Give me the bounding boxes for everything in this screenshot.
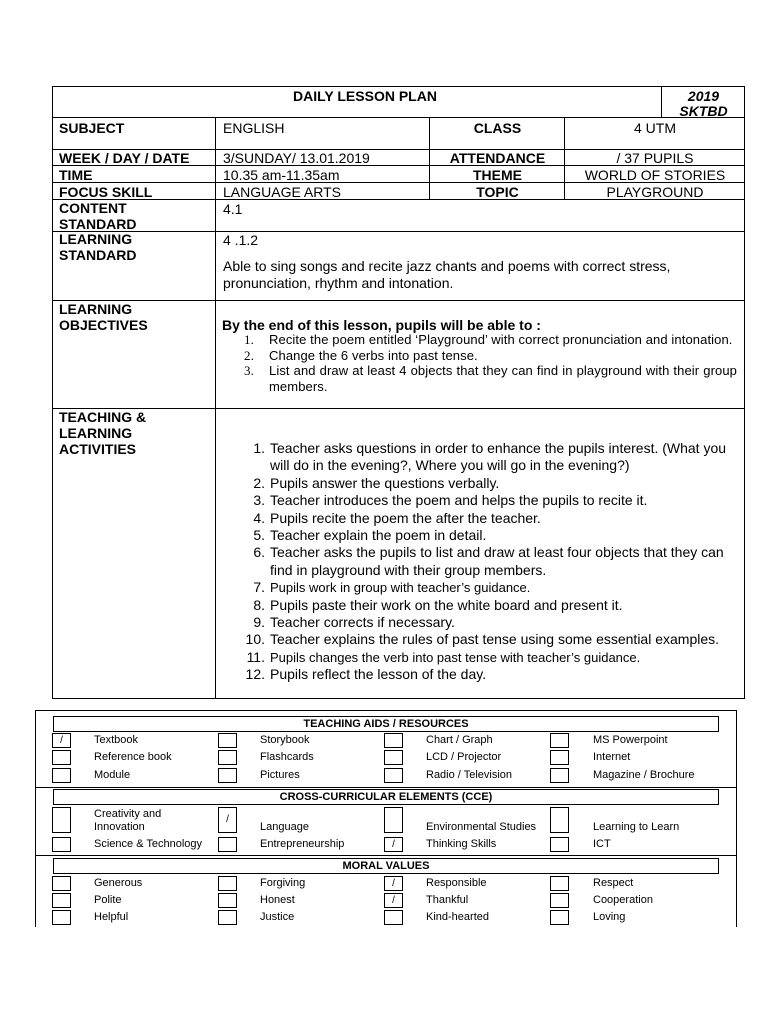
checkbox-science-technology[interactable] xyxy=(52,837,71,852)
learning-standard-code: 4 .1.2 xyxy=(223,232,259,248)
moral-label: Honest xyxy=(260,894,295,906)
objective-text: List and draw at least 4 objects that they can find in playground with their group members. xyxy=(269,363,737,394)
learning-objectives-label-line: OBJECTIVES xyxy=(59,317,148,333)
moral-label: Helpful xyxy=(94,911,129,923)
content-standard-value: 4.1 xyxy=(223,201,243,217)
checkbox-textbook[interactable]: / xyxy=(52,733,71,748)
activity-text: Teacher explain the poem in detail. xyxy=(270,527,487,544)
moral-label: Thankful xyxy=(426,894,469,906)
aid-label: Module xyxy=(94,769,131,781)
list-number: 9. xyxy=(253,614,265,631)
list-item xyxy=(217,332,737,348)
time-label: TIME xyxy=(59,167,93,183)
list-item xyxy=(217,631,737,648)
checkbox-responsible[interactable]: / xyxy=(384,876,403,891)
activity-text: Teacher explains the rules of past tense using some essential examples. xyxy=(270,631,720,648)
checkbox-entrepreneurship[interactable] xyxy=(218,837,237,852)
checkbox-internet[interactable] xyxy=(550,750,569,765)
activity-text: Teacher corrects if necessary. xyxy=(270,614,455,631)
content-standard-label-line: CONTENT xyxy=(59,200,127,216)
learning-standard-label-line: STANDARD xyxy=(59,247,137,263)
content-standard-label xyxy=(59,200,137,232)
topic-label: TOPIC xyxy=(476,184,519,200)
checkbox-cooperation[interactable] xyxy=(550,893,569,908)
section-header-moral: MORAL VALUES xyxy=(53,858,719,874)
learning-standard-label-line: LEARNING xyxy=(59,231,133,247)
checkbox-lcd-projector[interactable] xyxy=(384,750,403,765)
subject-label: SUBJECT xyxy=(59,120,125,136)
cce-label: Science & Technology xyxy=(94,838,203,850)
list-item xyxy=(217,597,737,614)
attendance-label: ATTENDANCE xyxy=(449,150,546,166)
list-number: 7. xyxy=(253,579,265,596)
moral-label: Responsible xyxy=(426,877,487,889)
aid-label: Chart / Graph xyxy=(426,734,493,746)
activity-text: Teacher asks the pupils to list and draw at least four objects that they can find in playground with their group members. xyxy=(270,544,724,578)
aid-label: Reference book xyxy=(94,751,172,763)
checkbox-learning-to-learn[interactable] xyxy=(550,807,569,833)
learning-objectives-label xyxy=(59,301,148,333)
moral-label: Justice xyxy=(260,911,295,923)
checkbox-forgiving[interactable] xyxy=(218,876,237,891)
list-number: 8. xyxy=(253,596,265,613)
list-number: 6. xyxy=(253,544,265,561)
topic-value: PLAYGROUND xyxy=(606,184,704,200)
checkbox-thankful[interactable]: / xyxy=(384,893,403,908)
checkbox-polite[interactable] xyxy=(52,893,71,908)
week-label: WEEK / DAY / DATE xyxy=(59,150,190,166)
school-code: SKTBD xyxy=(679,103,728,119)
resources-table xyxy=(35,710,737,927)
checkbox-storybook[interactable] xyxy=(218,733,237,748)
activity-text: Pupils reflect the lesson of the day. xyxy=(270,666,487,683)
checkbox-thinking-skills[interactable]: / xyxy=(384,837,403,852)
activity-text: Pupils changes the verb into past tense with teacher’s guidance. xyxy=(270,649,641,665)
aid-label: Magazine / Brochure xyxy=(593,769,695,781)
attendance-value: / 37 PUPILS xyxy=(616,150,694,166)
list-number: 1. xyxy=(244,332,254,347)
activities-label-line: ACTIVITIES xyxy=(59,441,137,457)
moral-label: Cooperation xyxy=(593,894,653,906)
list-number: 1. xyxy=(253,440,265,456)
theme-label: THEME xyxy=(473,167,522,183)
checkbox-creativity-innovation[interactable] xyxy=(52,807,71,833)
aid-label: LCD / Projector xyxy=(426,751,502,763)
content-standard-label-line: STANDARD xyxy=(59,216,137,232)
checkbox-respect[interactable] xyxy=(550,876,569,891)
time-value: 10.35 am-11.35am xyxy=(223,167,340,183)
section-header-aids: TEACHING AIDS / RESOURCES xyxy=(53,716,719,732)
year-label: 2019 xyxy=(687,88,720,104)
row-divider xyxy=(52,117,745,118)
list-number: 3. xyxy=(244,363,254,378)
list-number: 10. xyxy=(245,631,265,648)
class-label: CLASS xyxy=(473,120,522,136)
activities-label xyxy=(59,409,146,457)
week-value: 3/SUNDAY/ 13.01.2019 xyxy=(223,150,370,166)
activity-text: Teacher introduces the poem and helps the pupils to recite it. xyxy=(270,492,648,509)
checkbox-environmental-studies[interactable] xyxy=(384,807,403,833)
moral-label: Generous xyxy=(94,877,143,889)
moral-label: Forgiving xyxy=(260,877,306,889)
cce-label-line: Creativity and xyxy=(94,808,162,820)
list-number: 12. xyxy=(245,666,265,683)
class-value: 4 UTM xyxy=(634,120,676,136)
activity-text: Pupils answer the questions verbally. xyxy=(270,474,500,491)
focus-skill-label: FOCUS SKILL xyxy=(59,184,153,200)
aid-label: Internet xyxy=(593,751,631,763)
checkbox-module[interactable] xyxy=(52,768,71,783)
theme-value: WORLD OF STORIES xyxy=(584,167,726,183)
cce-label xyxy=(94,808,161,834)
list-number: 11. xyxy=(246,648,265,665)
list-item xyxy=(217,666,737,683)
checkbox-ict[interactable] xyxy=(550,837,569,852)
checkbox-pictures[interactable] xyxy=(218,768,237,783)
checkbox-loving[interactable] xyxy=(550,910,569,925)
row-divider xyxy=(52,231,745,232)
focus-skill-value: LANGUAGE ARTS xyxy=(223,184,342,200)
aid-label: Flashcards xyxy=(260,751,314,763)
aid-label: Pictures xyxy=(260,769,300,781)
learning-standard-label xyxy=(59,231,137,263)
activity-text: Teacher asks questions in order to enhance the pupils interest. (What you will do in the evening?, Where you will go in the evening?) xyxy=(270,440,727,474)
checkbox-magazine-brochure[interactable] xyxy=(550,768,569,783)
cce-label: ICT xyxy=(593,838,611,850)
list-item xyxy=(217,579,737,596)
moral-label: Respect xyxy=(593,877,634,889)
checkbox-chart-graph[interactable] xyxy=(384,733,403,748)
learning-standard-text: Able to sing songs and recite jazz chants and poems with correct stress, pronunciation, rhythm and intonation. xyxy=(223,258,671,291)
list-item xyxy=(217,527,737,544)
list-item xyxy=(217,544,737,579)
checkbox-reference-book[interactable] xyxy=(52,750,71,765)
cce-label: Language xyxy=(260,821,309,833)
col-divider xyxy=(215,117,216,698)
cce-label: Entrepreneurship xyxy=(260,838,345,850)
activity-text: Pupils paste their work on the white board and present it. xyxy=(270,596,623,613)
learning-objectives-label-line: LEARNING xyxy=(59,301,133,317)
cce-label: Thinking Skills xyxy=(426,838,497,850)
checkbox-language[interactable]: / xyxy=(218,807,237,833)
moral-label: Loving xyxy=(593,911,626,923)
cce-label: Environmental Studies xyxy=(426,821,537,833)
moral-label: Polite xyxy=(94,894,122,906)
cce-label: Learning to Learn xyxy=(593,821,680,833)
checkbox-flashcards[interactable] xyxy=(218,750,237,765)
list-number: 2. xyxy=(253,474,265,491)
section-header-cce: CROSS-CURRICULAR ELEMENTS (CCE) xyxy=(53,789,719,805)
list-number: 3. xyxy=(253,492,265,509)
objective-text: Change the 6 verbs into past tense. xyxy=(269,347,478,363)
cce-label-line: Innovation xyxy=(94,821,145,833)
checkbox-ms-powerpoint[interactable] xyxy=(550,733,569,748)
activity-text: Pupils work in group with teacher’s guidance. xyxy=(270,580,531,596)
row-divider xyxy=(52,300,745,301)
checkbox-justice[interactable] xyxy=(218,910,237,925)
activities-list xyxy=(217,440,737,684)
list-item xyxy=(217,649,737,666)
subject-value: ENGLISH xyxy=(223,120,285,136)
activities-label-line: TEACHING & xyxy=(59,409,147,425)
section-divider xyxy=(36,787,736,788)
list-number: 5. xyxy=(253,527,265,544)
list-item xyxy=(217,492,737,509)
checkbox-kind-hearted[interactable] xyxy=(384,910,403,925)
activities-label-line: LEARNING xyxy=(59,425,133,441)
aid-label: Storybook xyxy=(260,734,310,746)
moral-label: Kind-hearted xyxy=(426,911,489,923)
row-divider xyxy=(52,408,745,409)
aid-label: MS Powerpoint xyxy=(593,734,668,746)
activity-text: Pupils recite the poem the after the teacher. xyxy=(270,509,541,526)
aid-label: Textbook xyxy=(94,734,139,746)
list-item xyxy=(217,614,737,631)
aid-label: Radio / Television xyxy=(426,769,513,781)
list-item xyxy=(217,440,737,475)
list-item xyxy=(217,475,737,492)
page-title: DAILY LESSON PLAN xyxy=(293,88,437,104)
objectives-intro: By the end of this lesson, pupils will be able to : xyxy=(222,317,541,333)
objectives-list xyxy=(217,332,737,394)
list-item xyxy=(217,510,737,527)
checkbox-radio-television[interactable] xyxy=(384,768,403,783)
checkbox-helpful[interactable] xyxy=(52,910,71,925)
list-number: 2. xyxy=(244,347,254,363)
checkbox-generous[interactable] xyxy=(52,876,71,891)
list-number: 4. xyxy=(253,509,265,526)
objective-text: Recite the poem entitled ‘Playground’ with correct pronunciation and intonation. xyxy=(269,332,733,347)
section-divider xyxy=(36,855,736,856)
list-item xyxy=(217,363,737,394)
checkbox-honest[interactable] xyxy=(218,893,237,908)
list-item xyxy=(217,348,737,364)
